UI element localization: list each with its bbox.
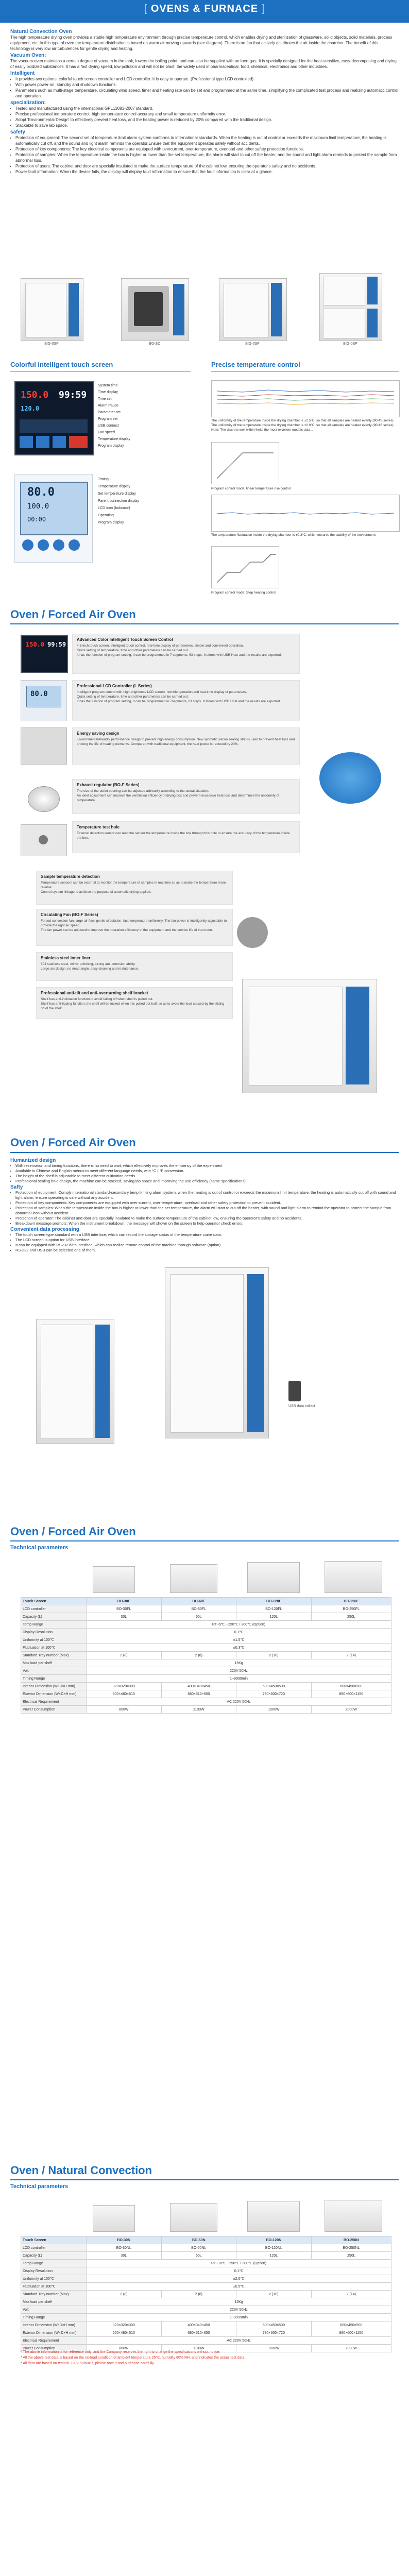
row-label: Volt bbox=[21, 1667, 87, 1675]
cell: BO-30F bbox=[87, 1598, 162, 1605]
feature-desc: Shelf has anti-inclination function to avoid falling off when shelf is pulled out. Shelf has anti-tipping function, the shelf will be locked when it is pulled out half, so as to avoid the load caused by the sliding off of the shelf. bbox=[41, 997, 225, 1010]
cell: 400×340×450 bbox=[161, 1683, 236, 1690]
feature-title: Professional anti-tilt and anti-overturning shelf bracket bbox=[41, 991, 148, 995]
note: * All data are based on tests in 220V 50/60Hz, please note it and purchase carefully. bbox=[21, 2362, 155, 2365]
cell: BO-120NL bbox=[236, 2244, 312, 2252]
feature-title: Circulating Fan (BO-F Series) bbox=[41, 912, 98, 917]
product-caption: BIG-0SP bbox=[44, 342, 59, 346]
list-item: • Stackable to save lab space. bbox=[15, 123, 399, 128]
section-divider bbox=[10, 1152, 399, 1153]
list-item: • Power fault information: When the device fails, the display will display fault information to ensure that the fault information is clear at a glance. bbox=[15, 169, 399, 175]
cell: 320×320×300 bbox=[87, 1683, 162, 1690]
table-row bbox=[21, 1629, 391, 1636]
safety-heading: safety bbox=[10, 129, 25, 135]
cell: BO-60NL bbox=[161, 2244, 236, 2252]
label: Fan speed bbox=[98, 431, 115, 434]
row-label: Fluctuation at 100℃ bbox=[21, 2283, 87, 2291]
forced-oven-title: Oven / Forced Air Oven bbox=[10, 608, 136, 621]
table-row bbox=[21, 2275, 391, 2283]
lcd-controller bbox=[14, 474, 93, 563]
table-row bbox=[21, 1690, 391, 1698]
feature-box bbox=[36, 987, 233, 1019]
intelligent-list bbox=[10, 76, 399, 99]
feature-image bbox=[21, 727, 67, 765]
list-item: • Protection of key components: The key electrical components are equipped with overcurrent, over-temperature, overload and other safety protection functions. bbox=[15, 146, 399, 152]
cell: 220V 50Hz bbox=[87, 2306, 391, 2314]
table-row bbox=[21, 1605, 391, 1613]
list-item: • The touch screen type standard with a USB interface, which can record the storage status of the temperature curve data. bbox=[15, 1232, 399, 1238]
product-image bbox=[165, 1267, 269, 1438]
row-label: LCD controller bbox=[21, 2244, 87, 2252]
label: System time bbox=[98, 384, 118, 387]
row-label: Timing Range bbox=[21, 1675, 87, 1683]
cell: BO-30FL bbox=[87, 1605, 162, 1613]
product-image bbox=[121, 278, 189, 341]
cell: 120L bbox=[236, 2252, 312, 2260]
cell: BO-250F bbox=[311, 1598, 391, 1605]
forced-oven-product-image bbox=[242, 979, 377, 1093]
label: Parent connection display bbox=[98, 499, 140, 503]
row-label: Touch Screen bbox=[21, 2236, 87, 2244]
table-row bbox=[21, 1644, 391, 1652]
product-caption: BIG-0SP bbox=[245, 342, 260, 346]
list-item: • Protection of users: The cabinet and door are specially insulated to make the surface temperature of the cabinet low, ensuring the operator's safety and no accidents. bbox=[15, 163, 399, 169]
cell: 800W bbox=[87, 2345, 162, 2352]
list-item: • Precise professional temperature control, high temperature control accuracy and small temperature uniformity error. bbox=[15, 111, 399, 117]
side-image-circle bbox=[319, 752, 381, 804]
label: Temperature display bbox=[98, 437, 131, 441]
data-heading: Convenient data processing bbox=[10, 1227, 79, 1232]
feature-box bbox=[72, 634, 300, 674]
feature-desc: Forced convection fan, large air flow, gentle circulation, fast temperature uniformity. The fan power is intelligently adjustable to provide the right air speed. The fan power can be adjusted to improve the operation efficiency of the equipment and the service life of the motor. bbox=[41, 919, 227, 932]
table-row bbox=[21, 2321, 391, 2329]
feature-title: Temperature test hole bbox=[77, 825, 120, 829]
specialization-list bbox=[10, 106, 399, 128]
cell: 2 (14) bbox=[311, 2291, 391, 2298]
row-label: Touch Screen bbox=[21, 1598, 87, 1605]
list-item: • Protection of samples: When the temperature inside the box is higher or lower than the set temperature, the alarm will start to cut off the heater, with sound and light alarm to remind the operator to protect the sample from abnormal loss without accident. bbox=[15, 1206, 399, 1216]
cell: 1500W bbox=[236, 1706, 312, 1714]
list-item: • Protection of key components: Key components are equipped with over-current, over-temperature, overload and other safety protection to prevent accident. bbox=[15, 1200, 399, 1206]
table-row bbox=[21, 2329, 391, 2337]
cell: 120L bbox=[236, 1613, 312, 1621]
cell: ±0.5℃ bbox=[87, 2283, 391, 2291]
lcd-set-temperature: 100.0 bbox=[27, 502, 49, 511]
label: Alarm Pause bbox=[98, 404, 119, 408]
table-row bbox=[21, 1675, 391, 1683]
list-item: • The height of the shelf is adjustable to meet different cultivation needs. bbox=[15, 1174, 399, 1179]
section-divider bbox=[10, 623, 399, 624]
fluctuation-svg bbox=[212, 495, 399, 531]
side-image bbox=[319, 752, 381, 804]
forced-oven-title: Oven / Forced Air Oven bbox=[10, 1525, 136, 1538]
row-label: Interior Dimension (W×D×H mm) bbox=[21, 1683, 87, 1690]
cell: 400×340×450 bbox=[161, 2321, 236, 2329]
product-image bbox=[219, 278, 287, 341]
cell: 30L bbox=[87, 2252, 162, 2260]
list-item: • Protection of equipment: Comply international standard-secondary temp limiting alarm system, when the heating is out of control or exceeds the maximum limit temperature, the heating is automatically cut off with sound and light alarm, ensure operating is safe without any accident. bbox=[15, 1190, 399, 1200]
product-image bbox=[21, 278, 83, 341]
lcd-button[interactable] bbox=[38, 539, 49, 551]
list-item: • With reservation and timing functions, there is no need to wait, which effectively improves the efficiency of the experiment bbox=[15, 1163, 399, 1168]
list-item: • Breakdown message prompts: When the instrument breakdown, the message will shown on the screen to help operator check errors. bbox=[15, 1221, 399, 1226]
cell: 780×600×720 bbox=[236, 1690, 312, 1698]
linear-rise-svg bbox=[212, 443, 279, 484]
label: Parameter set bbox=[98, 411, 121, 414]
vacuum-body: The vacuum oven maintains a certain degree of vacuum in the tank, lowers the boiling point, and can also be supplied with an inert gas. It is specially designed for the heat-sensitive, easy-decomposing and drying of easily oxidized substances. It has a fast drying speed, low pollution and will not be blast; the widely used in pharmaceutical, food, chemical, electronics and other industries. bbox=[10, 59, 397, 69]
row-label: Exterior Dimension (W×D×H mm) bbox=[21, 1690, 87, 1698]
label: Program display bbox=[98, 521, 124, 524]
feature-title: Stainless steel inner liner bbox=[41, 956, 91, 960]
test-hole-image bbox=[39, 835, 48, 844]
feature-box bbox=[36, 952, 233, 981]
label: Time display bbox=[98, 391, 118, 394]
table-row bbox=[21, 2252, 391, 2260]
section-divider bbox=[10, 1540, 399, 1541]
cell: 500×450×500 bbox=[236, 1683, 312, 1690]
row-label: Standard Tray number (Max) bbox=[21, 1652, 87, 1659]
row-label: Fluctuation at 100℃ bbox=[21, 1644, 87, 1652]
row-label: Electrical Requirement bbox=[21, 2337, 87, 2345]
feature-desc: 304 stainless steel, mirror polishing, strong anti-corrosion ability. Large arc design, no dead angle, easy cleaning and maintenance. bbox=[41, 962, 139, 971]
cell: 1100W bbox=[161, 1706, 236, 1714]
feature-desc: Intelligent program control with high-brightness LCD screen, humble operation and real-time display of parameters. Quick setting of temperature, time and other parameters can be carried out. It has the function of program setting, it can be programmed in 7segments, 63 steps. It stores with USB Host and the results are exported. bbox=[77, 690, 281, 703]
list-item: • Protection of samples: When the temperature inside the box is higher or lower than the set temperature, the alarm will start to cut off the heater, and the sound and light alarm reminds to protect the sample from abnormal loss. bbox=[15, 152, 399, 163]
cell: ±1.5℃ bbox=[87, 1636, 391, 1644]
forced-spec-table bbox=[21, 1597, 391, 1714]
feature-box bbox=[72, 821, 300, 853]
cell: BO-60F bbox=[161, 1598, 236, 1605]
row-label: Exterior Dimension (W×D×H mm) bbox=[21, 2329, 87, 2337]
table-row bbox=[21, 2267, 391, 2275]
table-row bbox=[21, 2306, 391, 2314]
forced2-text bbox=[10, 1158, 399, 1253]
cell: BO-30N bbox=[87, 2236, 162, 2244]
cell: BO-250FL bbox=[311, 1605, 391, 1613]
exhaust-regulator-image bbox=[28, 786, 60, 812]
cell: AC 220V 50Hz bbox=[87, 1698, 391, 1706]
feature-image bbox=[21, 680, 67, 721]
natural-oven-title: Oven / Natural Convection bbox=[10, 2164, 152, 2177]
row-label: Uniformity at 100℃ bbox=[21, 1636, 87, 1644]
table-row bbox=[21, 1652, 391, 1659]
feature-title: Professional LCD Controller (L Series) bbox=[77, 684, 152, 688]
cell: 2 (8) bbox=[161, 2291, 236, 2298]
cell: 2 (8) bbox=[161, 1652, 236, 1659]
note: * All the above test data is based on the no-load condition of ambient temperature 25°C, humidity 60% RH, and indicates the actual test data. bbox=[21, 2356, 246, 2360]
lcd-button[interactable] bbox=[53, 539, 64, 551]
label: Operating bbox=[98, 514, 114, 517]
cell: 30L bbox=[87, 1613, 162, 1621]
step-heating-svg bbox=[212, 547, 279, 588]
cell: 680×510×650 bbox=[161, 1690, 236, 1698]
intro-section bbox=[10, 29, 399, 175]
table-row bbox=[21, 1636, 391, 1644]
list-item: • It can be equipped with RS232 data interface, which can realize remote control of the machine through software (option). bbox=[15, 1243, 399, 1248]
row-label: LCD controller bbox=[21, 1605, 87, 1613]
temperature-display: 150.0 bbox=[21, 389, 49, 400]
row-label: Temp Range bbox=[21, 2260, 87, 2267]
list-item: • Adopt 'Environmental Design' to effectively prevent heat loss, and the heating power is reduced by 20% compared with the traditional design. bbox=[15, 117, 399, 123]
list-item: • Protection of equipment: The second set of temperature limit alarm system conforms to international standards. When the heating is out of control or exceeds the maximum limit temperature, the heating is automatically cut off, and the sound and light alarm reminds the operator.Ensure that the equipment operates safely without accidents. bbox=[15, 135, 399, 146]
parameter-button[interactable] bbox=[20, 436, 33, 448]
section-divider bbox=[10, 2179, 399, 2180]
feature-desc: 4.3-inch touch screen, intelligent touch control, real-time display of parameters, simple and convenient operation. Quick setting of temperature, time and other parameters can be carried out. It has the function of program setting, it can be programmed in 7 segments, 63 steps. It stores with USB Host and the results are exported. bbox=[77, 644, 282, 657]
temperature-display: 150.0 bbox=[26, 641, 45, 648]
row-label: Display Resolution bbox=[21, 2267, 87, 2275]
table-row bbox=[21, 1683, 391, 1690]
row-label: Power Consumption bbox=[21, 2345, 87, 2352]
humanized-list bbox=[10, 1163, 399, 1184]
vacuum-heading: Vacuum Oven: bbox=[10, 53, 46, 58]
cell: 500×450×500 bbox=[236, 2321, 312, 2329]
feature-box bbox=[72, 727, 300, 765]
cell: 880×600×1150 bbox=[311, 2329, 391, 2337]
cell: 1~9999min bbox=[87, 1675, 391, 1683]
feature-box bbox=[36, 909, 233, 946]
tech-heading: Technical parameters bbox=[10, 1545, 69, 1551]
row-label: Power Consumption bbox=[21, 1706, 87, 1714]
cell: 2 (8) bbox=[87, 2291, 162, 2298]
table-row bbox=[21, 2236, 391, 2244]
row-label: Capacity (L) bbox=[21, 1613, 87, 1621]
row-label: Uniformity at 100℃ bbox=[21, 2275, 87, 2283]
table-row bbox=[21, 1706, 391, 1714]
list-item: • With power power-on, standby and shutdown functions. bbox=[15, 82, 399, 88]
list-item: • It provides two options: colorful touch screen controller and LCD controller. It is easy to operate. (Professional type LCD controlled) bbox=[15, 76, 399, 82]
list-item: • Parameters such as multi-stage temperature, circulating wind speed, timer and heating rate can be set and programmed at the same time, simplifying the complicated test process and realizing automatic control and operation. bbox=[15, 88, 399, 99]
natural-spec-table bbox=[21, 2236, 391, 2352]
touch-screen-heading: Colorful intelligent touch screen bbox=[10, 361, 113, 368]
intro-heading: Natural Convection Oven bbox=[10, 29, 72, 35]
feature-title: Energy saving design bbox=[77, 731, 120, 736]
cell: BO-250N bbox=[311, 2236, 391, 2244]
screen-labels-1 bbox=[98, 382, 191, 449]
safety-list bbox=[10, 1190, 399, 1226]
list-item: • Available in Chinese and English menus to meet different language needs, with °C / °F conversion. bbox=[15, 1168, 399, 1174]
intelligent-heading: Intelligent bbox=[10, 71, 35, 76]
cell: 800W bbox=[87, 1706, 162, 1714]
cell: 60L bbox=[161, 2252, 236, 2260]
row-label: Interior Dimension (W×D×H mm) bbox=[21, 2321, 87, 2329]
cell: BO-250NL bbox=[311, 2244, 391, 2252]
note: * The above information is for reference only, and the Company reserves the right to change the specifications without notice. bbox=[21, 2350, 220, 2354]
label: Timing bbox=[98, 478, 109, 481]
table-row bbox=[21, 2260, 391, 2267]
feature-desc: The size of the outlet opening can be adjusted arbitrarily according to the actual situation. An ideal adjustment can improve the ventilation efficiency of drying box and prevent excessive heat loss and determines the uniformity of temperature. bbox=[77, 789, 279, 802]
table-row bbox=[21, 1613, 391, 1621]
cell: RT+10℃ ~250℃ / 300℃ (Option) bbox=[87, 2260, 391, 2267]
table-row bbox=[21, 1659, 391, 1667]
label: Time set bbox=[98, 397, 112, 401]
cell: 1500W bbox=[236, 2345, 312, 2352]
screen-labels-2 bbox=[98, 476, 191, 527]
list-item: • RS-232 and USB can be selected one of them. bbox=[15, 1248, 399, 1253]
label: Program set bbox=[98, 417, 118, 421]
cell: 60L bbox=[161, 1613, 236, 1621]
step-heating-graph bbox=[211, 546, 279, 588]
list-item: • Protection of operator: The cabinet and door are specially insulated to make the surface temperature of the cabinet low, ensuring the operator's safety and no accidents. bbox=[15, 1216, 399, 1221]
cell: ±2.5℃ bbox=[87, 2275, 391, 2283]
specialization-heading: specialization: bbox=[10, 100, 46, 106]
cell: 600×450×900 bbox=[311, 2321, 391, 2329]
row-label: Display Resolution bbox=[21, 1629, 87, 1636]
feature-title: Advanced Color Intelligent Touch Screen Control bbox=[77, 637, 173, 642]
run-button[interactable] bbox=[69, 436, 88, 448]
cell: 2 (10) bbox=[236, 1652, 312, 1659]
cell: 1100W bbox=[161, 2345, 236, 2352]
time-display: 99:59 bbox=[47, 641, 66, 648]
cell: 1~9999min bbox=[87, 2314, 391, 2321]
cell: 320×320×300 bbox=[87, 2321, 162, 2329]
safety-list bbox=[10, 135, 399, 175]
label: Program display bbox=[98, 444, 124, 448]
lcd-time: 00:00 bbox=[27, 516, 46, 523]
humanized-heading: Humanized design bbox=[10, 1158, 56, 1163]
feature-title: Sample temperature detection bbox=[41, 874, 100, 879]
cell: 600×480×510 bbox=[87, 2329, 162, 2337]
cell: AC 220V 50Hz bbox=[87, 2337, 391, 2345]
fluctuation-graph bbox=[211, 495, 400, 532]
cell: ±0.3℃ bbox=[87, 1644, 391, 1652]
forced-oven-title: Oven / Forced Air Oven bbox=[10, 1136, 136, 1149]
page-title: [ OVENS & FURNACE ] bbox=[144, 3, 265, 14]
uniformity-graph bbox=[211, 380, 400, 417]
feature-box bbox=[72, 680, 300, 721]
feature-title: Exhaust regulator (BO-F Series) bbox=[77, 783, 140, 787]
feature-box bbox=[36, 871, 233, 905]
table-row bbox=[21, 2337, 391, 2345]
linear-rise-graph bbox=[211, 442, 279, 484]
cell: 680×510×650 bbox=[161, 2329, 236, 2337]
label: USB connect bbox=[98, 424, 119, 428]
cell: 880×600×1150 bbox=[311, 1690, 391, 1698]
table-product-row bbox=[82, 2200, 391, 2231]
product-image bbox=[36, 1319, 114, 1444]
cell: BO-120FL bbox=[236, 1605, 312, 1613]
fan-image bbox=[237, 917, 268, 948]
feature-desc: Environmental-friendly performance design to prevent high energy consumption. New synthetic silicon sealing strip is used to prevent heat loss and prolong the life of heating elements. Compared with traditional equipment, the heat power is reduced by 20%. bbox=[77, 738, 295, 746]
cell: 2000W bbox=[311, 1706, 391, 1714]
label: LCD Icon (Indicator) bbox=[98, 506, 130, 510]
precise-heading: Precise temperature control bbox=[211, 361, 300, 368]
row-label: Volt bbox=[21, 2306, 87, 2314]
cell: 2 (8) bbox=[87, 1652, 162, 1659]
usb-stick-image bbox=[288, 1381, 301, 1401]
table-row bbox=[21, 1667, 391, 1675]
cell: 2000W bbox=[311, 2345, 391, 2352]
graph-caption: The uniformity of the temperature inside the drying chamber is ±2.5°C, so that all samples are heated evenly (90/4S series) The uniformity of the temperature inside the drying chamber is ±2.0°C, so that all samples are heated evenly (90/4S series) Note: The discrete well within limits the most excellent models data... bbox=[211, 419, 394, 432]
lcd-temperature: 80.0 bbox=[30, 690, 48, 698]
feature-image bbox=[21, 635, 68, 673]
list-item: • Tested and manufactured using the international GPL13083-2007 standard. bbox=[15, 106, 399, 111]
cell: BO-30NL bbox=[87, 2244, 162, 2252]
banner-title-text: OVENS & FURNACE bbox=[150, 3, 259, 14]
cell: BO-60FL bbox=[161, 1605, 236, 1613]
table-row bbox=[21, 2314, 391, 2321]
graph-caption: Program control mode, Step heating control bbox=[211, 591, 276, 595]
time-display: 99:59 bbox=[59, 389, 87, 400]
table-product-row bbox=[82, 1561, 391, 1592]
cell: 2 (10) bbox=[236, 2291, 312, 2298]
data-list bbox=[10, 1232, 399, 1253]
product-caption: BG-SD bbox=[148, 342, 161, 346]
cell: 0.1℃ bbox=[87, 1629, 391, 1636]
cell: 220V 50Hz bbox=[87, 1667, 391, 1675]
touch-screen-display bbox=[14, 381, 94, 455]
feature-image bbox=[21, 824, 67, 856]
list-item: • The LCD screen is option for USB interface. bbox=[15, 1238, 399, 1243]
usb-caption: USB data collect bbox=[288, 1404, 315, 1408]
row-label: Max load per shelf bbox=[21, 2298, 87, 2306]
intro-body: The high temperature drying oven provides a stable high temperature environment through precise temperature control, which enables drying and sterilization of glassware, solid objects, solid materials, process equipment, etc. In this type of oven the temperature distribution is based on warm air moving upwards (see diagram). There is no fan that actively distributes the air inside the chamber. The benefit of this technology is very low air turbulences for gentle drying and heating. bbox=[10, 35, 393, 51]
cell: BO-60N bbox=[161, 2236, 236, 2244]
table-row bbox=[21, 1698, 391, 1706]
cell: BO-120N bbox=[236, 2236, 312, 2244]
table-row bbox=[21, 2283, 391, 2291]
row-label: Capacity (L) bbox=[21, 2252, 87, 2260]
cell: 0.1℃ bbox=[87, 2267, 391, 2275]
cell: 15Kg bbox=[87, 1659, 391, 1667]
safety-heading: Safty bbox=[10, 1184, 23, 1190]
row-label: Standard Tray number (Max) bbox=[21, 2291, 87, 2298]
row-label: Electrical Requirement bbox=[21, 1698, 87, 1706]
cell: 250L bbox=[311, 1613, 391, 1621]
feature-desc: Temperature sensors can be external to monitor the temperature of samples in real time so as to make the temperature more reliable. Control system linkage to achieve the purpose of automatic drying applied. bbox=[41, 881, 226, 894]
lcd-button[interactable] bbox=[22, 539, 33, 551]
feature-desc: External detection sensor can read the sensor the temperature inside the box through this hole to ensure the accuracy of the temperature inside the box. bbox=[77, 832, 290, 840]
cell: 250L bbox=[311, 2252, 391, 2260]
table-row bbox=[21, 1621, 391, 1629]
table-row bbox=[21, 1598, 391, 1605]
uniformity-graph-svg bbox=[212, 381, 399, 417]
list-item: • Professional sealing hole design, the machine can be stacked, saving lab space and improving the use efficiency (same specifications). bbox=[15, 1179, 399, 1184]
table-row bbox=[21, 2291, 391, 2298]
feature-box bbox=[72, 779, 300, 814]
lcd-temperature: 80.0 bbox=[27, 486, 55, 499]
cell: 2 (14) bbox=[311, 1652, 391, 1659]
row-label: Max load per shelf bbox=[21, 1659, 87, 1667]
tech-heading: Technical parameters bbox=[10, 2183, 69, 2190]
graph-caption: The temperature fluctuation inside the drying chamber is ±0.3°C, which ensures the stability of the environment bbox=[211, 533, 376, 537]
notes bbox=[21, 2349, 391, 2366]
product-caption: BIG-0SP bbox=[343, 342, 357, 346]
cell: 600×480×510 bbox=[87, 1690, 162, 1698]
feature-image bbox=[21, 783, 66, 814]
cell: 15Kg bbox=[87, 2298, 391, 2306]
label: Set temperature display bbox=[98, 492, 136, 496]
table-row bbox=[21, 2298, 391, 2306]
usb-button[interactable] bbox=[53, 436, 66, 448]
cell: 600×450×900 bbox=[311, 1683, 391, 1690]
graph-caption: Program control mode, linear temperature rise control bbox=[211, 487, 291, 490]
product-image bbox=[319, 273, 382, 341]
row-label: Timing Range bbox=[21, 2314, 87, 2321]
lcd-button[interactable] bbox=[69, 539, 80, 551]
program-button[interactable] bbox=[36, 436, 49, 448]
table-row bbox=[21, 2244, 391, 2252]
cell: RT+5℃ ~250℃ / 300℃ (Option) bbox=[87, 1621, 391, 1629]
product-gallery-top bbox=[21, 273, 388, 350]
cell: BO-120F bbox=[236, 1598, 312, 1605]
cell: 780×600×720 bbox=[236, 2329, 312, 2337]
label: Temperature display bbox=[98, 485, 131, 488]
set-temperature-display: 120.0 bbox=[21, 405, 40, 412]
row-label: Temp Range bbox=[21, 1621, 87, 1629]
